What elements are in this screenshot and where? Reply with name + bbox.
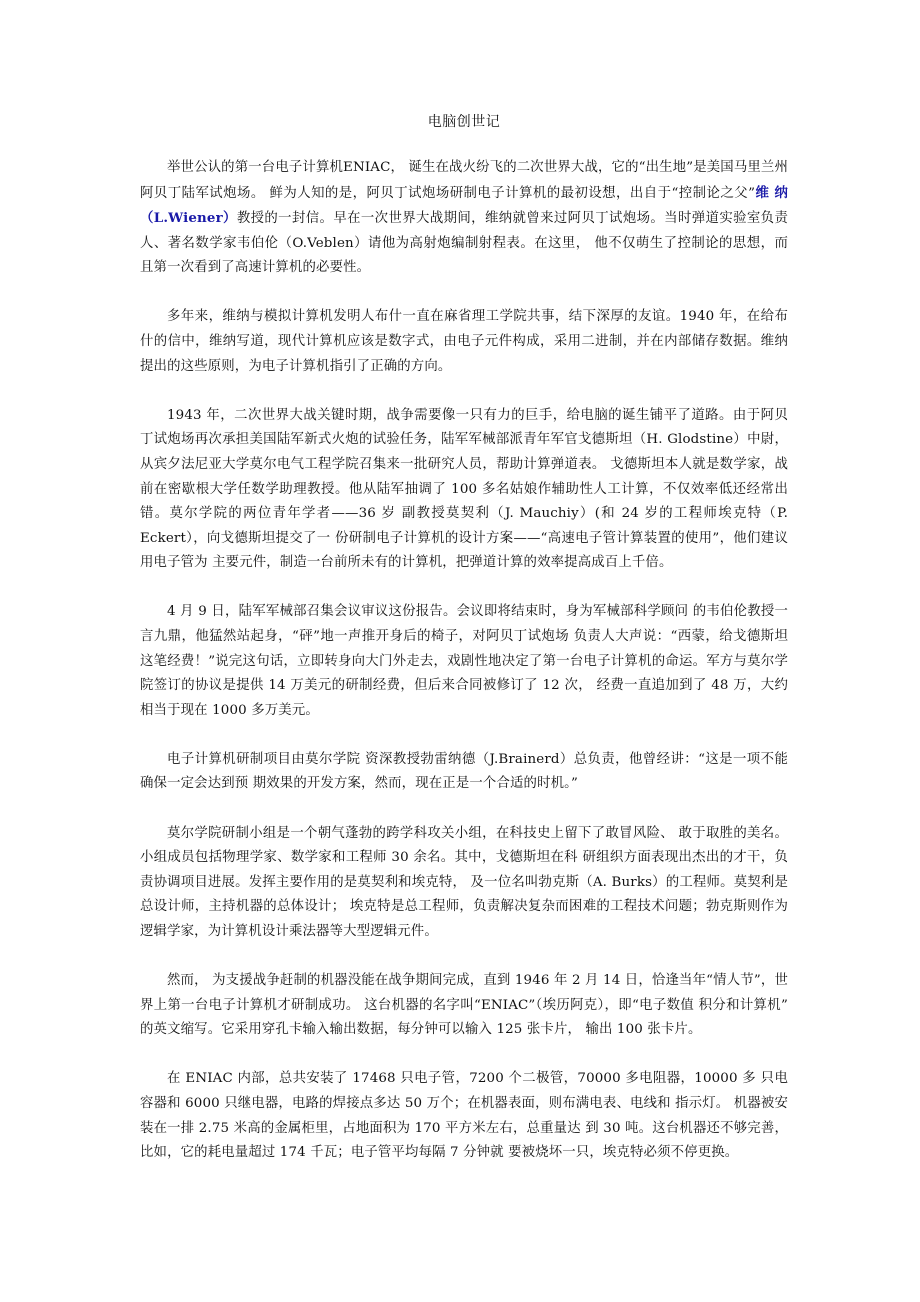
paragraph-3: 1943 年，二次世界大战关键时期，战争需要像一只有力的巨手，给电脑的诞生铺平了道路。由于阿贝丁试炮场再次承担美国陆军新式火炮的试验任务，陆军军械部派青年军官戈德斯坦（H. Glodstine）中尉，从宾夕法尼亚大学莫尔电气工程学院召集来一批研究人员，帮助计算弹道表。 戈德斯坦本人就是数学家，战前在密歇根大学任数学助理教授。他从陆军抽调了 100 多名姑娘作辅助性人工计算，不仅效率低还经常出错。莫尔学院的两位青年学者——36 岁 副教授莫契利（J. Mauchiy）(和 24 岁的工程师埃克特（P. Eckert），向戈德斯坦提交了一 份研制电子计算机的设计方案——“高速电子管计算装置的使用”，他们建议用电子管为 主要元件，制造一台前所未有的计算机，把弹道计算的效率提高成百上千倍。 xyxy=(140,407,788,571)
document-title: 电脑创世记 xyxy=(427,114,501,130)
paragraph-1-text-a: 举世公认的第一台电子计算机ENIAC， 诞生在战火纷飞的二次世界大战，它的“出生地”是美国马里兰州阿贝丁陆军试炮场。 鲜为人知的是，阿贝丁试炮场研制电子计算机的最初设想，出自于“控制论之父” xyxy=(140,160,789,201)
paragraph-6: 莫尔学院研制小组是一个朝气蓬勃的跨学科攻关小组，在科技史上留下了敢冒风险、 敢于取胜的美名。小组成员包括物理学家、数学家和工程师 30 余名。其中，戈德斯坦在科 研组织方面表现出杰出的才干，负责协调项目进展。发挥主要作用的是莫契利和埃克特， 及一位名叫勃克斯（A. Burks）的工程师。莫契利是总设计师，主持机器的总体设计； 埃克特是总工程师，负责解决复杂而困难的工程技术问题；勃克斯则作为逻辑学家，为计算机设计乘法器等大型逻辑元件。 xyxy=(140,825,788,939)
wiener-link[interactable]: 维 纳（L.Wiener） xyxy=(140,184,788,227)
paragraph-2: 多年来，维纳与模拟计算机发明人布什一直在麻省理工学院共事，结下深厚的友谊。1940 年，在给布什的信中，维纳写道，现代计算机应该是数字式，由电子元件构成，采用二进制，并在内部储存数据。维纳提出的这些原则，为电子计算机指引了正确的方向。 xyxy=(140,309,788,374)
paragraph-7: 然而， 为支援战争赶制的机器没能在战争期间完成，直到 1946 年 2 月 14 日，恰逢当年“情人节”，世界上第一台电子计算机才研制成功。 这台机器的名字叫“ENIAC”（埃历阿克），即“电子数值 积分和计算机” 的英文缩写。它采用穿孔卡输入输出数据，每分钟可以输入 125 张卡片， 输出 100 张卡片。 xyxy=(140,973,788,1038)
paragraph-4: 4 月 9 日，陆军军械部召集会议审议这份报告。会议即将结束时，身为军械部科学顾问 的韦伯伦教授一言九鼎，他猛然站起身，“砰”地一声推开身后的椅子，对阿贝丁试炮场 负责人大声说：“西蒙，给戈德斯坦这笔经费！”说完这句话，立即转身向大门外走去，戏剧性地决定了第一台电子计算机的命运。军方与莫尔学院签订的协议是提供 14 万美元的研制经费，但后来合同被修订了 12 次， 经费一直追加到了 48 万，大约相当于现在 1000 多万美元。 xyxy=(140,604,788,718)
paragraph-8: 在 ENIAC 内部，总共安装了 17468 只电子管，7200 个二极管，70000 多电阻器，10000 多 只电容器和 6000 只继电器，电路的焊接点多达 50 万个；在机器表面，则布满电表、电线和 指示灯。 机器被安装在一排 2.75 米高的金属柜里，占地面积为 170 平方米左右，总重量达 到 30 吨。这台机器还不够完善，比如，它的耗电量超过 174 千瓦；电子管平均每隔 7 分钟就 要被烧坏一只，埃克特必须不停更换。 xyxy=(140,1071,788,1161)
paragraph-1-text-b: 教授的一封信。早在一次世界大战期间，维纳就曾来过阿贝丁试炮场。当时弹道实验室负责人、著名数学家韦伯伦（O.Veblen）请他为高射炮编制射程表。在这里， 他不仅萌生了控制论的思想，而且第一次看到了高速计算机的必要性。 xyxy=(140,211,789,276)
paragraph-5: 电子计算机研制项目由莫尔学院 资深教授勃雷纳德（J.Brainerd）总负责，他曾经讲：“这是一项不能确保一定会达到预 期效果的开发方案，然而，现在正是一个合适的时机。” xyxy=(140,751,788,792)
paragraph-1 xyxy=(140,156,788,281)
document-page xyxy=(140,112,788,1190)
